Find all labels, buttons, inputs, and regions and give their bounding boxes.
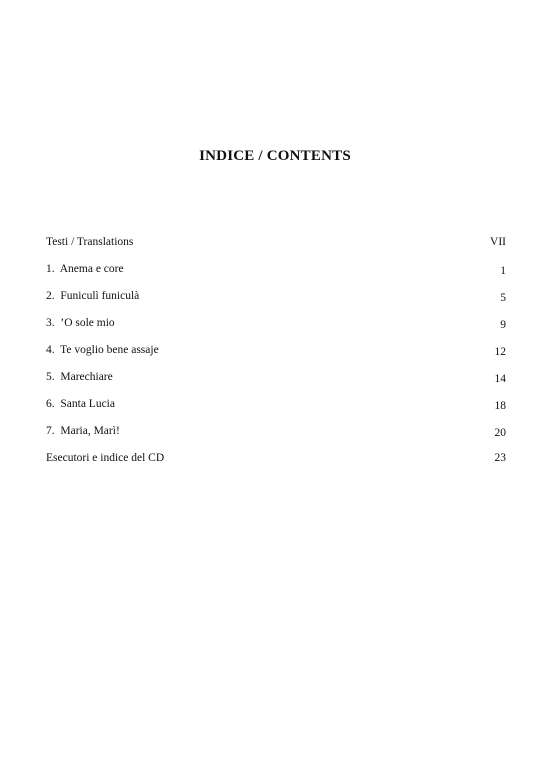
toc-entry-label: 7. Maria, Marì! (46, 425, 120, 437)
toc-entry-page-number: 23 (494, 452, 506, 464)
toc-entry-label: 6. Santa Lucia (46, 398, 115, 410)
toc-entry-funiculi-funicula (46, 290, 506, 317)
toc-entry-esecutori-cd (46, 452, 506, 479)
toc-entry-santa-lucia (46, 398, 506, 425)
toc-entry-page-number: 5 (500, 292, 506, 304)
toc-entry-o-sole-mio (46, 317, 506, 344)
toc-entry-maria-mari (46, 425, 506, 452)
toc-entry-label: 1. Anema e core (46, 263, 124, 275)
toc-entry-label: 2. Funiculì funiculà (46, 290, 140, 302)
toc-entry-page-number: 9 (500, 319, 506, 331)
toc-entry-page-number: 12 (494, 346, 506, 358)
toc-entry-label: Testi / Translations (46, 236, 134, 248)
toc-entry-page-number: 20 (494, 427, 506, 439)
toc-entry-page-number: 14 (494, 373, 506, 385)
toc-entry-anema-e-core (46, 263, 506, 290)
page-title: INDICE / CONTENTS (199, 148, 351, 164)
toc-entry-page-number: 18 (494, 400, 506, 412)
toc-entry-page-number: VII (490, 236, 506, 248)
toc-entry-marechiare (46, 371, 506, 398)
toc-entry-label: 5. Marechiare (46, 371, 113, 383)
table-of-contents (46, 236, 506, 479)
toc-entry-te-voglio-bene-assaje (46, 344, 506, 371)
toc-entry-label: Esecutori e indice del CD (46, 452, 165, 464)
toc-entry-translations (46, 236, 506, 263)
toc-entry-page-number: 1 (500, 265, 506, 277)
toc-entry-label: 3. ’O sole mio (46, 317, 115, 329)
toc-entry-label: 4. Te voglio bene assaje (46, 344, 159, 356)
